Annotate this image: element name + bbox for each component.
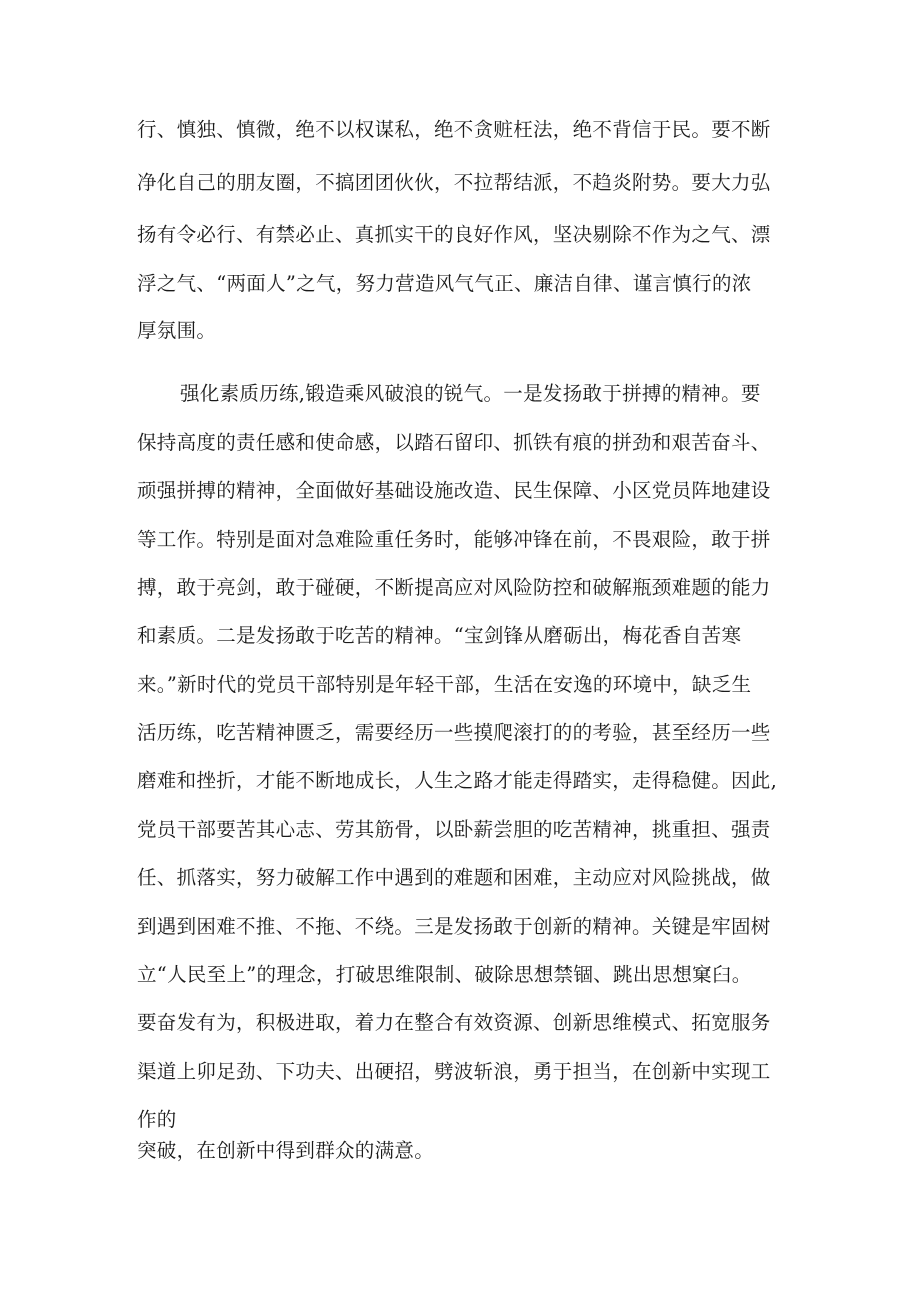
paragraph-line: 厚氛围。 bbox=[137, 319, 217, 342]
paragraph-line: 突破，在创新中得到群众的满意。 bbox=[137, 1139, 435, 1162]
paragraph-line: 搏，敢于亮剑，敢于碰硬，不断提高应对风险防控和破解瓶颈难题的能力 bbox=[137, 576, 771, 599]
paragraph-line: 渠道上卯足劲、下功夫、出硬招，劈波斩浪，勇于担当，在创新中实现工 bbox=[137, 1060, 771, 1083]
paragraph-line: 行、慎独、慎微，绝不以权谋私，绝不贪赃枉法，绝不背信于民。要不断 bbox=[137, 118, 771, 141]
paragraph-line: 保持高度的责任感和使命感，以踏石留印、抓铁有痕的拼劲和艰苦奋斗、 bbox=[137, 431, 771, 454]
paragraph-line: 顽强拼搏的精神，全面做好基础设施改造、民生保障、小区党员阵地建设 bbox=[137, 479, 771, 502]
paragraph-line: 任、抓落实，努力破解工作中遇到的难题和困难，主动应对风险挑战，做 bbox=[137, 866, 771, 889]
paragraph-line: 党员干部要苦其心志、劳其筋骨，以卧薪尝胆的吃苦精神，挑重担、强责 bbox=[137, 818, 771, 841]
paragraph-line: 到遇到困难不推、不拖、不绕。三是发扬敢于创新的精神。关键是牢固树 bbox=[137, 915, 771, 938]
paragraph-line: 作的 bbox=[137, 1108, 177, 1131]
paragraph-line: 立“人民至上”的理念，打破思维限制、破除思想禁锢、跳出思想窠臼。 bbox=[137, 963, 752, 986]
paragraph-line: 要奋发有为，积极进取，着力在整合有效资源、创新思维模式、拓宽服务 bbox=[137, 1011, 771, 1034]
paragraph-line: 和素质。二是发扬敢于吃苦的精神。“宝剑锋从磨砺出，梅花香自苦寒 bbox=[137, 624, 742, 647]
paragraph-line: 磨难和挫折，才能不断地成长，人生之路才能走得踏实，走得稳健。因此, bbox=[137, 769, 778, 792]
paragraph-line: 强化素质历练,锻造乘风破浪的锐气。一是发扬敢于拼搏的精神。要 bbox=[180, 382, 761, 405]
paragraph-line: 活历练，吃苦精神匮乏，需要经历一些摸爬滚打的的考验，甚至经历一些 bbox=[137, 721, 771, 744]
paragraph-line: 来。”新时代的党员干部特别是年轻干部，生活在安逸的环境中，缺乏生 bbox=[137, 673, 752, 696]
paragraph-line: 等工作。特别是面对急难险重任务时，能够冲锋在前，不畏艰险，敢于拼 bbox=[137, 528, 771, 551]
paragraph-line: 浮之气、“两面人”之气，努力营造风气气正、廉洁自律、谨言慎行的浓 bbox=[137, 272, 752, 295]
paragraph-line: 扬有令必行、有禁必止、真抓实干的良好作风，坚决剔除不作为之气、漂 bbox=[137, 223, 771, 246]
paragraph-line: 净化自己的朋友圈，不搞团团伙伙，不拉帮结派，不趋炎附势。要大力弘 bbox=[137, 171, 771, 194]
